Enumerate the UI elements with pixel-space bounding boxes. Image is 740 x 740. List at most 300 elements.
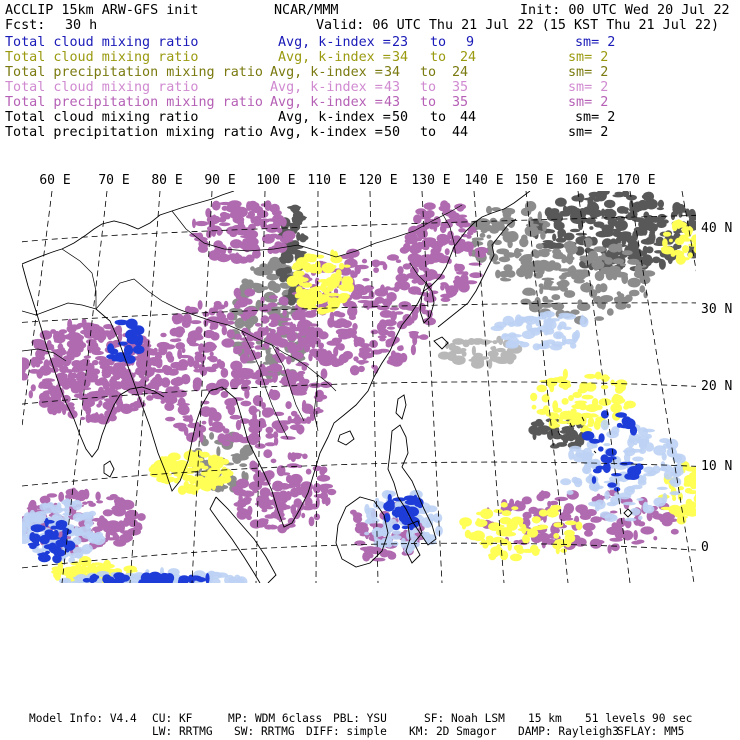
precip-purple-cell <box>378 329 389 336</box>
lat-label: 0 <box>701 540 709 555</box>
lat-label: 40 N <box>701 221 733 236</box>
cloud-yellow-cell <box>663 232 671 237</box>
cloud-gray-cell <box>532 291 536 295</box>
precip-purple-cell <box>53 331 61 342</box>
cloud-blue-cell <box>641 475 646 483</box>
cloud-blue-dark-cell <box>599 433 605 442</box>
cloud-gray-cell <box>688 218 693 227</box>
cloud-gray-cell <box>484 226 493 231</box>
precip-purple-cell <box>314 514 320 521</box>
cloud-gray-cell <box>519 237 528 247</box>
precip-purple-cell <box>265 506 274 509</box>
cloud-gray-cell <box>449 343 457 351</box>
cloud-blue-cell <box>426 521 430 527</box>
cloud-gray-cell <box>622 250 633 255</box>
precip-purple-cell <box>233 371 242 378</box>
cloud-gray-cell <box>298 235 309 241</box>
precip-purple-cell <box>355 337 364 347</box>
precip-purple-cell <box>286 475 292 483</box>
cloud-blue-cell <box>645 442 654 452</box>
cloud-blue-cell <box>572 332 579 343</box>
precip-purple-cell <box>230 415 242 420</box>
cloud-yellow-cell <box>682 245 689 253</box>
precip-purple-cell <box>249 481 263 490</box>
precip-purple-cell <box>310 504 319 510</box>
precip-purple-cell <box>66 350 73 358</box>
cloud-yellow-cell <box>661 246 674 254</box>
cloud-yellow-cell <box>615 386 624 394</box>
footer-item: CU: KF <box>152 712 193 725</box>
precip-purple-cell <box>286 484 294 489</box>
footer-item: MP: WDM 6class <box>228 712 323 725</box>
cloud-gray-cell <box>290 205 300 213</box>
precip-purple-cell <box>475 247 488 254</box>
precip-purple-cell <box>429 291 438 295</box>
precip-purple-cell <box>440 294 454 299</box>
precip-purple-cell <box>405 235 411 241</box>
precip-purple-cell <box>153 348 157 353</box>
cloud-yellow-cell <box>672 496 676 501</box>
cloud-yellow-cell <box>553 533 559 539</box>
cloud-gray-cell <box>476 356 489 360</box>
legend-field: Total precipitation mixing ratio <box>5 95 263 110</box>
cloud-gray-cell <box>528 217 534 228</box>
precip-purple-cell <box>211 228 216 237</box>
precip-purple-cell <box>319 358 333 366</box>
cloud-blue-cell <box>674 454 686 464</box>
precip-purple-cell <box>266 372 277 376</box>
lon-label: 80 E <box>151 173 183 188</box>
precip-purple-cell <box>29 369 40 374</box>
cloud-gray-cell <box>552 243 564 249</box>
cloud-gray-cell <box>557 229 566 237</box>
cloud-blue-dark-cell <box>383 501 395 511</box>
cloud-gray-cell <box>571 257 575 260</box>
precip-purple-cell <box>421 254 433 257</box>
precip-purple-cell <box>219 202 232 205</box>
precip-purple-cell <box>203 319 208 326</box>
cloud-gray-cell <box>601 209 606 218</box>
precip-purple-cell <box>240 401 251 407</box>
precip-purple-cell <box>167 369 178 376</box>
cloud-blue-dark-cell <box>119 575 130 582</box>
precip-purple-cell <box>316 407 320 411</box>
cloud-blue-cell <box>433 513 443 523</box>
precip-purple-cell <box>419 334 428 340</box>
precip-purple-cell <box>393 286 399 292</box>
cloud-blue-dark-cell <box>411 511 419 515</box>
cloud-blue-cell <box>559 313 572 317</box>
precip-purple-cell <box>269 390 280 401</box>
cloud-yellow-cell <box>488 536 494 546</box>
precip-purple-cell <box>358 361 365 364</box>
precip-purple-cell <box>385 339 395 347</box>
cloud-blue-dark-cell <box>622 418 635 429</box>
precip-purple-cell <box>458 228 466 232</box>
cloud-yellow-cell <box>502 510 512 516</box>
cloud-blue-cell <box>423 532 430 543</box>
precip-purple-cell <box>166 351 173 360</box>
cloud-gray-cell <box>236 455 249 461</box>
precip-purple-cell <box>177 349 182 359</box>
cloud-gray-cell <box>292 215 304 222</box>
cloud-yellow-cell <box>208 455 213 466</box>
precip-purple-cell <box>195 353 207 362</box>
precip-purple-cell <box>172 394 179 397</box>
precip-purple-cell <box>434 244 442 253</box>
precip-purple-cell <box>212 425 226 431</box>
lat-label: 30 N <box>701 302 733 317</box>
cloud-yellow-cell <box>156 477 164 483</box>
precip-purple-cell <box>74 393 88 398</box>
precip-purple-cell <box>341 329 350 332</box>
cloud-yellow-cell <box>530 548 540 553</box>
cloud-yellow-cell <box>500 518 508 523</box>
cloud-yellow-cell <box>296 272 305 276</box>
fcst-value: 30 h <box>65 18 98 33</box>
cloud-yellow-cell <box>330 277 340 288</box>
precip-purple-cell <box>212 364 219 370</box>
precip-purple-cell <box>633 530 638 540</box>
cloud-gray-cell <box>279 275 286 282</box>
legend-to: to <box>430 35 447 50</box>
precip-purple-cell <box>106 496 115 500</box>
cloud-blue-dark-cell <box>592 476 596 484</box>
cloud-gray-cell <box>494 240 502 245</box>
cloud-gray-cell <box>607 308 614 315</box>
cloud-yellow-cell <box>315 255 324 259</box>
cloud-blue-dark-cell <box>45 518 49 527</box>
cloud-blue-dark-cell <box>114 357 123 361</box>
precip-purple-cell <box>286 356 291 365</box>
cloud-blue-cell <box>509 334 522 338</box>
precip-purple-cell <box>136 525 143 530</box>
precip-purple-cell <box>270 525 275 530</box>
cloud-yellow-cell <box>601 374 610 382</box>
precip-purple-cell <box>187 336 197 345</box>
lon-label: 60 E <box>39 173 71 188</box>
precip-purple-cell <box>371 260 380 268</box>
cloud-yellow-cell <box>549 419 558 429</box>
precip-purple-cell <box>92 351 104 355</box>
cloud-yellow-cell <box>501 539 509 546</box>
cloud-yellow-cell <box>530 393 537 401</box>
cloud-blue-cell <box>84 519 93 527</box>
cloud-yellow-cell <box>551 505 562 511</box>
cloud-gray-cell <box>626 304 631 309</box>
cloud-blue-dark-cell <box>54 530 59 539</box>
cloud-blue-cell <box>364 532 369 536</box>
precip-purple-cell <box>187 423 201 428</box>
cloud-yellow-cell <box>571 404 584 408</box>
precip-purple-cell <box>456 264 465 272</box>
precip-purple-cell <box>383 263 388 270</box>
cloud-blue-dark-cell <box>107 343 114 353</box>
precip-purple-cell <box>269 295 278 299</box>
cloud-yellow-cell <box>301 282 312 288</box>
cloud-blue-cell <box>657 487 668 490</box>
lon-label: 70 E <box>98 173 130 188</box>
precip-purple-cell <box>71 372 77 378</box>
lon-label: 160 E <box>564 173 604 188</box>
legend-field: Total cloud mixing ratio <box>5 80 199 95</box>
precip-purple-cell <box>38 384 44 389</box>
cloud-gray-cell <box>568 434 575 442</box>
cloud-yellow-cell <box>522 534 530 543</box>
precip-purple-cell <box>51 405 58 416</box>
cloud-blue-cell <box>43 504 54 513</box>
precip-purple-cell <box>227 329 235 338</box>
precip-purple-cell <box>114 362 127 367</box>
cloud-blue-cell <box>604 491 610 500</box>
cloud-blue-cell <box>553 331 564 339</box>
cloud-gray-cell <box>570 229 580 233</box>
cloud-gray-cell <box>558 284 564 288</box>
forecast-map <box>22 191 696 583</box>
cloud-gray-cell <box>480 233 486 238</box>
precip-purple-cell <box>226 405 230 409</box>
cloud-gray-cell <box>481 340 492 343</box>
cloud-blue-dark-cell <box>628 473 639 477</box>
precip-purple-cell <box>74 338 83 348</box>
cloud-blue-cell <box>569 446 581 452</box>
precip-purple-cell <box>288 332 295 338</box>
cloud-gray-cell <box>594 316 604 321</box>
precip-purple-cell <box>142 376 148 383</box>
cloud-yellow-cell <box>92 562 103 565</box>
cloud-blue-cell <box>502 333 509 337</box>
cloud-yellow-cell <box>480 509 493 520</box>
cloud-gray-cell <box>628 278 641 288</box>
cloud-gray-cell <box>490 346 496 350</box>
precip-purple-cell <box>110 335 115 339</box>
precip-purple-cell <box>221 368 229 378</box>
precip-purple-cell <box>222 441 231 447</box>
precip-purple-cell <box>326 497 330 505</box>
precip-purple-cell <box>369 340 378 348</box>
cloud-yellow-cell <box>339 284 353 291</box>
cloud-gray-cell <box>243 449 253 456</box>
init-time: Init: 00 UTC Wed 20 Jul 22 <box>520 3 730 18</box>
precip-purple-cell <box>440 282 448 286</box>
cloud-gray-cell <box>462 340 469 348</box>
precip-purple-cell <box>219 222 231 226</box>
precip-purple-cell <box>157 352 161 363</box>
precip-purple-cell <box>151 367 157 372</box>
precip-purple-cell <box>101 366 114 370</box>
precip-purple-cell <box>575 504 588 513</box>
cloud-gray-cell <box>487 235 492 239</box>
legend-k-from: 43 <box>384 95 401 110</box>
cloud-gray-cell <box>541 252 547 257</box>
precip-purple-cell <box>272 217 279 224</box>
legend-k-to: 35 <box>452 95 469 110</box>
legend-to: to <box>430 50 447 65</box>
cloud-yellow-cell <box>198 458 204 462</box>
legend-k-to: 44 <box>460 110 477 125</box>
cloud-gray-cell <box>644 192 654 202</box>
precip-purple-cell <box>412 336 417 346</box>
precip-purple-cell <box>441 237 447 246</box>
precip-purple-cell <box>425 210 435 218</box>
precip-purple-cell <box>350 365 360 375</box>
cloud-yellow-cell <box>595 372 602 380</box>
cloud-yellow-cell <box>532 405 537 410</box>
cloud-yellow-cell <box>339 263 344 270</box>
cloud-blue-dark-cell <box>39 535 49 545</box>
cloud-yellow-cell <box>586 414 599 417</box>
cloud-gray-cell <box>580 256 591 260</box>
cloud-blue-cell <box>611 466 616 469</box>
precip-purple-cell <box>92 368 101 374</box>
precip-purple-cell <box>458 215 467 218</box>
precip-purple-cell <box>245 299 253 305</box>
precip-purple-cell <box>257 327 264 338</box>
cloud-blue-cell <box>653 445 666 455</box>
legend-k-from: 23 <box>392 35 409 50</box>
precip-purple-cell <box>274 507 284 517</box>
precip-purple-cell <box>562 513 571 519</box>
precip-purple-cell <box>269 363 283 372</box>
precip-purple-cell <box>219 435 223 441</box>
cloud-yellow-cell <box>564 530 575 537</box>
precip-purple-cell <box>353 516 362 520</box>
cloud-blue-cell <box>642 502 648 512</box>
cloud-gray-cell <box>535 250 539 258</box>
cloud-gray-cell <box>614 272 628 278</box>
legend-sm: sm= 2 <box>575 110 616 125</box>
cloud-blue-dark-cell <box>131 325 135 333</box>
precip-purple-cell <box>387 327 395 330</box>
precip-purple-cell <box>362 259 367 264</box>
legend-field: Total cloud mixing ratio <box>5 110 199 125</box>
precip-purple-cell <box>555 497 569 501</box>
precip-purple-cell <box>652 513 663 519</box>
cloud-blue-dark-cell <box>582 431 595 441</box>
precip-purple-cell <box>228 253 238 260</box>
footer-item: KM: 2D Smagor <box>409 725 497 738</box>
cloud-blue-dark-cell <box>598 446 604 451</box>
cloud-gray-cell <box>249 283 263 289</box>
precip-purple-cell <box>374 365 379 374</box>
legend-sm: sm= 2 <box>568 80 609 95</box>
precip-purple-cell <box>125 408 138 412</box>
cloud-blue-dark-cell <box>52 555 62 564</box>
cloud-gray-cell <box>503 264 512 272</box>
precip-purple-cell <box>198 300 203 310</box>
cloud-gray-cell <box>539 430 549 434</box>
cloud-yellow-cell <box>168 453 181 461</box>
cloud-gray-cell <box>564 290 575 298</box>
cloud-blue-cell <box>391 535 402 540</box>
cloud-gray-cell <box>577 302 590 311</box>
precip-purple-cell <box>250 350 256 358</box>
cloud-blue-dark-cell <box>409 524 414 530</box>
cloud-gray-cell <box>632 202 645 212</box>
cloud-blue-cell <box>662 493 667 503</box>
cloud-yellow-cell <box>200 452 210 458</box>
precip-purple-cell <box>265 442 276 446</box>
precip-purple-cell <box>250 519 262 528</box>
precip-purple-cell <box>234 303 241 309</box>
legend-sm: sm= 2 <box>575 35 616 50</box>
cloud-gray-cell <box>272 283 281 293</box>
cloud-gray-cell <box>239 463 247 467</box>
cloud-blue-cell <box>623 502 636 506</box>
cloud-yellow-cell <box>538 525 549 530</box>
cloud-yellow-cell <box>472 531 485 542</box>
precip-purple-cell <box>282 310 287 317</box>
cloud-gray-cell <box>608 209 615 217</box>
cloud-yellow-cell <box>501 502 508 508</box>
precip-purple-cell <box>327 489 336 495</box>
precip-purple-cell <box>58 343 63 350</box>
legend-k-from: 34 <box>384 65 401 80</box>
precip-purple-cell <box>218 229 223 234</box>
lon-label: 140 E <box>464 173 504 188</box>
cloud-yellow-cell <box>510 554 522 562</box>
precip-purple-cell <box>40 330 52 340</box>
precip-purple-cell <box>440 224 447 233</box>
precip-purple-cell <box>120 373 129 380</box>
precip-purple-cell <box>91 374 98 380</box>
precip-purple-cell <box>99 413 104 419</box>
cloud-blue-dark-cell <box>62 528 69 536</box>
precip-purple-cell <box>266 338 277 342</box>
cloud-gray-cell <box>472 237 484 240</box>
precip-purple-cell <box>122 404 131 408</box>
precip-purple-cell <box>242 242 250 252</box>
legend-to: to <box>420 80 437 95</box>
cloud-gray-cell <box>209 432 214 440</box>
legend-sm: sm= 2 <box>568 65 609 80</box>
cloud-blue-cell <box>669 480 680 484</box>
cloud-blue-cell <box>570 343 576 349</box>
cloud-gray-cell <box>216 446 220 456</box>
precip-purple-cell <box>243 369 250 379</box>
cloud-blue-cell <box>575 481 583 485</box>
precip-purple-cell <box>425 205 436 210</box>
legend-k-from: 43 <box>384 80 401 95</box>
cloud-yellow-cell <box>601 385 608 390</box>
precip-purple-cell <box>106 400 116 403</box>
cloud-blue-cell <box>525 316 538 325</box>
precip-purple-cell <box>119 534 133 542</box>
precip-purple-cell <box>87 419 100 423</box>
precip-purple-cell <box>564 503 574 514</box>
precip-purple-cell <box>299 418 309 423</box>
cloud-gray-cell <box>605 226 612 232</box>
cloud-gray-cell <box>551 294 560 300</box>
cloud-blue-cell <box>567 490 574 495</box>
cloud-yellow-cell <box>552 400 558 411</box>
precip-purple-cell <box>460 274 468 283</box>
footer-item: 51 levels <box>585 712 646 725</box>
cloud-yellow-cell <box>302 262 312 270</box>
precip-purple-cell <box>362 278 369 281</box>
precip-purple-cell <box>221 338 234 347</box>
precip-purple-cell <box>411 344 416 355</box>
cloud-blue-dark-cell <box>31 524 45 532</box>
precip-purple-cell <box>378 335 387 338</box>
precip-purple-cell <box>224 301 228 308</box>
precip-purple-cell <box>378 349 390 353</box>
cloud-yellow-cell <box>672 222 680 225</box>
precip-purple-cell <box>241 314 251 319</box>
precip-purple-cell <box>210 352 214 357</box>
precip-purple-cell <box>160 333 166 338</box>
cloud-blue-cell <box>629 449 643 453</box>
